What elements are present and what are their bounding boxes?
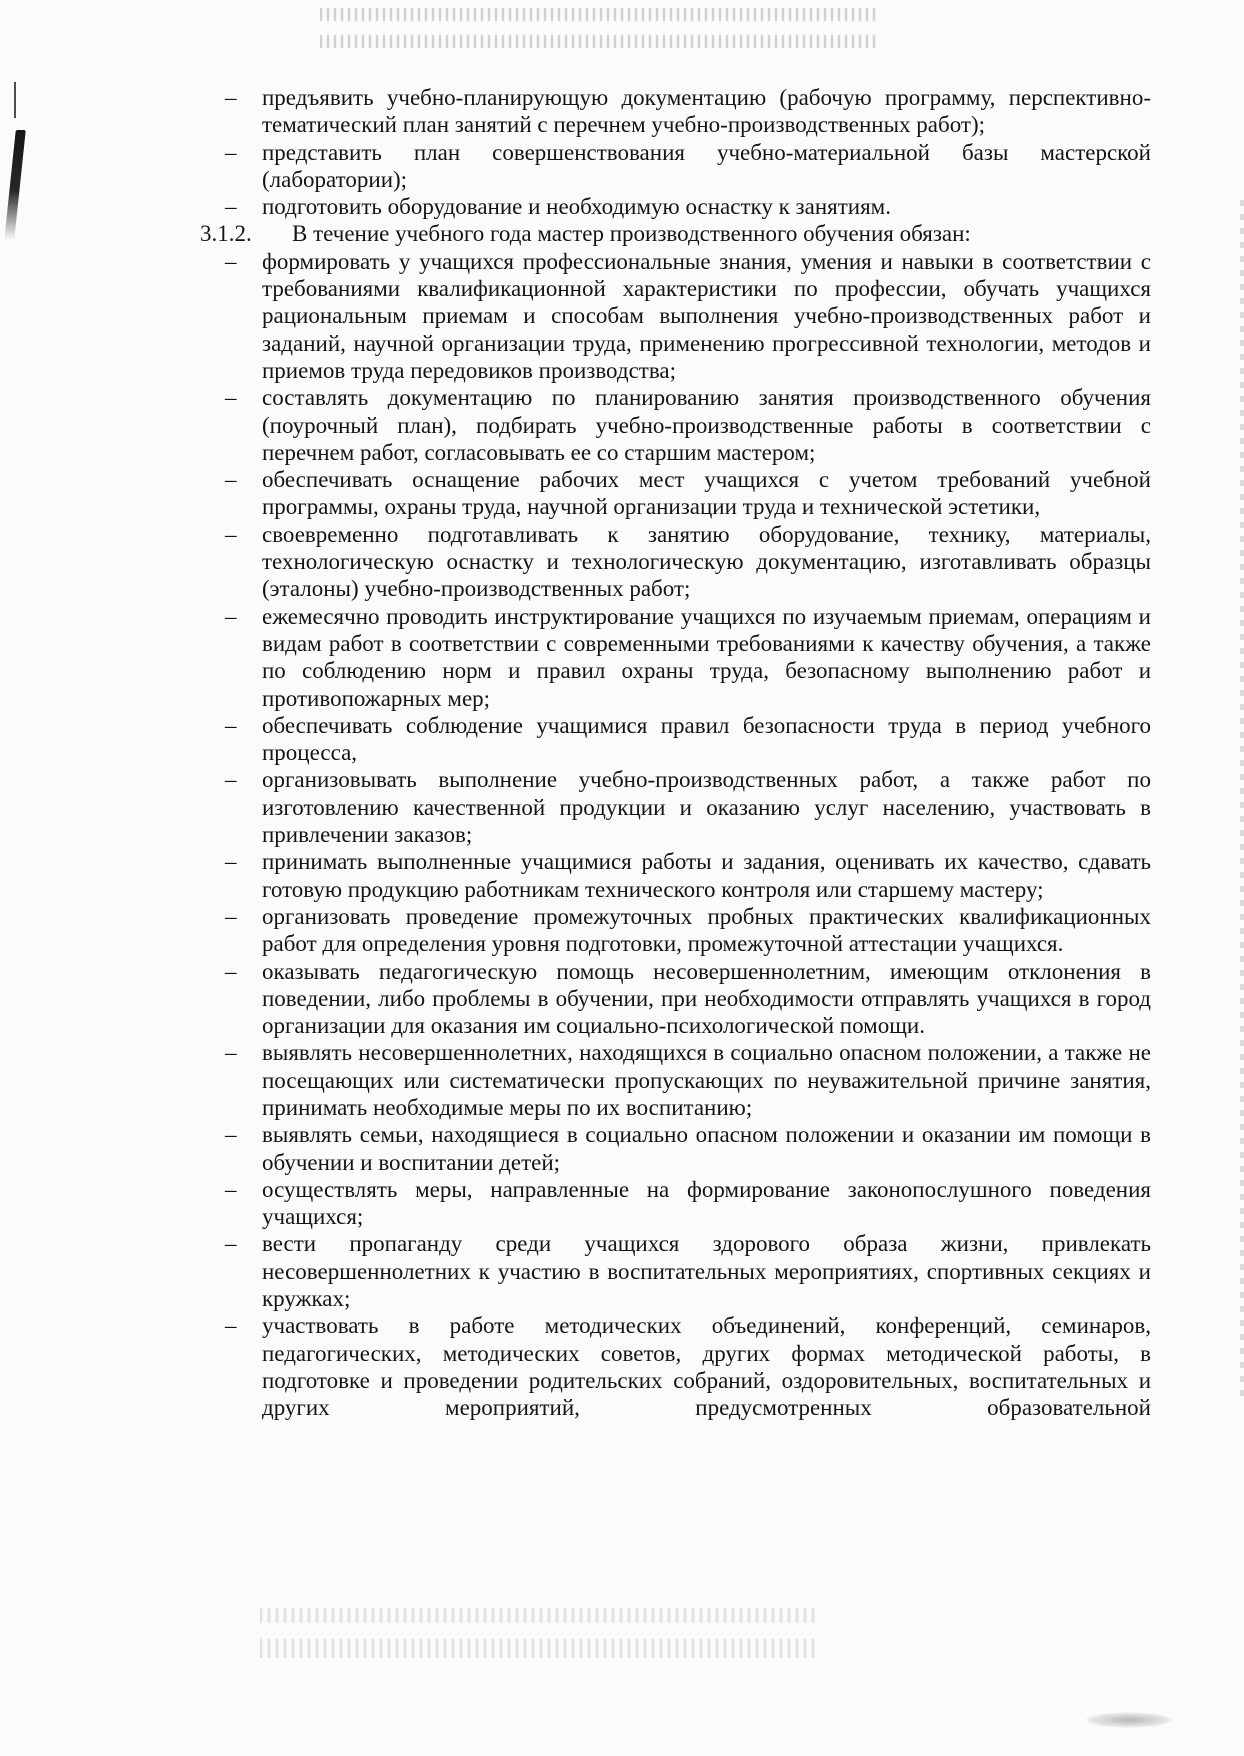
dash-bullet <box>225 1230 245 1257</box>
list-item-text: вести пропаганду среди учащихся здорового образа жизни, привлекать несовершеннолетних к участию в воспитательных мероприятиях, спортивных секциях и кружках; <box>262 1231 1151 1312</box>
section-heading <box>0 220 1244 247</box>
list-item <box>0 1230 1244 1312</box>
list-item <box>0 1176 1244 1231</box>
list-item <box>0 958 1244 1040</box>
list-item-text: выявлять семьи, находящиеся в социально опасном положении и оказании им помощи в обучении и воспитании детей; <box>262 1122 1151 1175</box>
dash-bullet <box>225 848 245 875</box>
list-item <box>0 193 1244 220</box>
list-item-text: предъявить учебно-планирующую документацию (рабочую программу, перспективно-тематический план занятий с перечнем учебно-производственных работ); <box>262 85 1151 138</box>
list-item-text: принимать выполненные учащимися работы и задания, оценивать их качество, сдавать готовую продукцию работникам технического контроля или старшему мастеру; <box>262 849 1151 902</box>
pre-list <box>0 84 1244 220</box>
dash-bullet <box>225 521 245 548</box>
list-item <box>0 848 1244 903</box>
scan-mark <box>1084 1712 1174 1728</box>
list-item <box>0 466 1244 521</box>
dash-bullet <box>225 1176 245 1203</box>
dash-bullet <box>225 384 245 411</box>
list-item-text: ежемесячно проводить инструктирование учащихся по изучаемым приемам, операциям и видам работ в соответствии с современными требованиями к качеству обучения, а также по соблюдению норм и правил охраны труда, безопасному выполнению работ и противопожарных мер; <box>262 603 1151 711</box>
list-item-text: обеспечивать соблюдение учащимися правил безопасности труда в период учебного процесса, <box>262 712 1151 766</box>
list-item-text: представить план совершенствования учебно-материальной базы мастерской (лаборатории); <box>262 139 1151 192</box>
faded-footer-text <box>260 1608 820 1658</box>
list-item <box>0 84 1244 139</box>
dash-bullet <box>225 84 245 111</box>
dash-bullet <box>225 1312 245 1339</box>
dash-bullet <box>225 193 245 220</box>
list-item-text: осуществлять меры, направленные на формирование законопослушного поведения учащихся; <box>262 1176 1151 1230</box>
list-item-text: организовывать выполнение учебно-производственных работ, а также работ по изготовлению качественной продукции и оказанию услуг населению, участвовать в привлечении заказов; <box>262 767 1151 848</box>
document-body <box>0 84 1244 1422</box>
dash-bullet <box>225 466 245 493</box>
dash-bullet <box>225 1039 245 1066</box>
list-item-text: оказывать педагогическую помощь несовершеннолетним, имеющим отклонения в поведении, либо проблемы в обучении, при необходимости отправлять учащихся в город организации для оказания им социально-психологической помощи. <box>262 958 1151 1039</box>
list-item-text: составлять документацию по планированию занятия производственного обучения (поурочный план), подбирать учебно-производственные работы в соответствии с перечнем работ, согласовывать ее со старшим мастером; <box>262 385 1151 465</box>
list-item <box>0 766 1244 848</box>
list-item-text: организовать проведение промежуточных пробных практических квалификационных работ для определения уровня подготовки, промежуточной аттестации учащихся. <box>262 903 1151 957</box>
list-item <box>0 1121 1244 1176</box>
faded-header-text <box>320 8 880 48</box>
list-item <box>0 384 1244 466</box>
list-item <box>0 1312 1244 1421</box>
section-number: 3.1.2. <box>200 221 252 247</box>
dash-bullet <box>225 712 245 739</box>
list-item-text: подготовить оборудование и необходимую оснастку к занятиям. <box>262 194 891 220</box>
list-item <box>0 1039 1244 1121</box>
list-item-text: формировать у учащихся профессиональные знания, умения и навыки в соответствии с требованиями квалификационной характеристики по профессии, обучать учащихся рациональным приемам и способам выполнения учебно-производственных работ и заданий, научной организации труда, применению прогрессивной технологии, методов и приемов труда передовиков производства; <box>262 248 1151 383</box>
list-item-text: участвовать в работе методических объединений, конференций, семинаров, педагогических, методических советов, других формах методической работы, в подготовке и проведении родительских собраний, оздоровительных, воспитательных и других мероприятий, предусмотренных образовательной <box>262 1313 1151 1421</box>
list-item <box>0 139 1244 194</box>
dash-bullet <box>225 766 245 793</box>
list-item-text: своевременно подготавливать к занятию оборудование, технику, материалы, технологическую оснастку и технологическую документацию, изготавливать образцы (эталоны) учебно-производственных работ; <box>262 521 1151 602</box>
dash-bullet <box>225 958 245 985</box>
list-item <box>0 903 1244 958</box>
list-item <box>0 712 1244 767</box>
section-heading-text: В течение учебного года мастер производственного обучения обязан: <box>292 221 971 247</box>
dash-bullet <box>225 1121 245 1148</box>
list-item <box>0 521 1244 603</box>
list-item-text: выявлять несовершеннолетних, находящихся в социально опасном положении, а также не посещающих или систематически пропускающих по неуважительной причине занятия, принимать необходимые меры по их воспитанию; <box>262 1040 1151 1120</box>
duties-list <box>0 248 1244 1422</box>
dash-bullet <box>225 139 245 166</box>
dash-bullet <box>225 248 245 275</box>
list-item <box>0 603 1244 712</box>
dash-bullet <box>225 603 245 630</box>
list-item-text: обеспечивать оснащение рабочих мест учащихся с учетом требований учебной программы, охраны труда, научной организации труда и технической эстетики, <box>262 467 1151 520</box>
dash-bullet <box>225 903 245 930</box>
list-item <box>0 248 1244 384</box>
